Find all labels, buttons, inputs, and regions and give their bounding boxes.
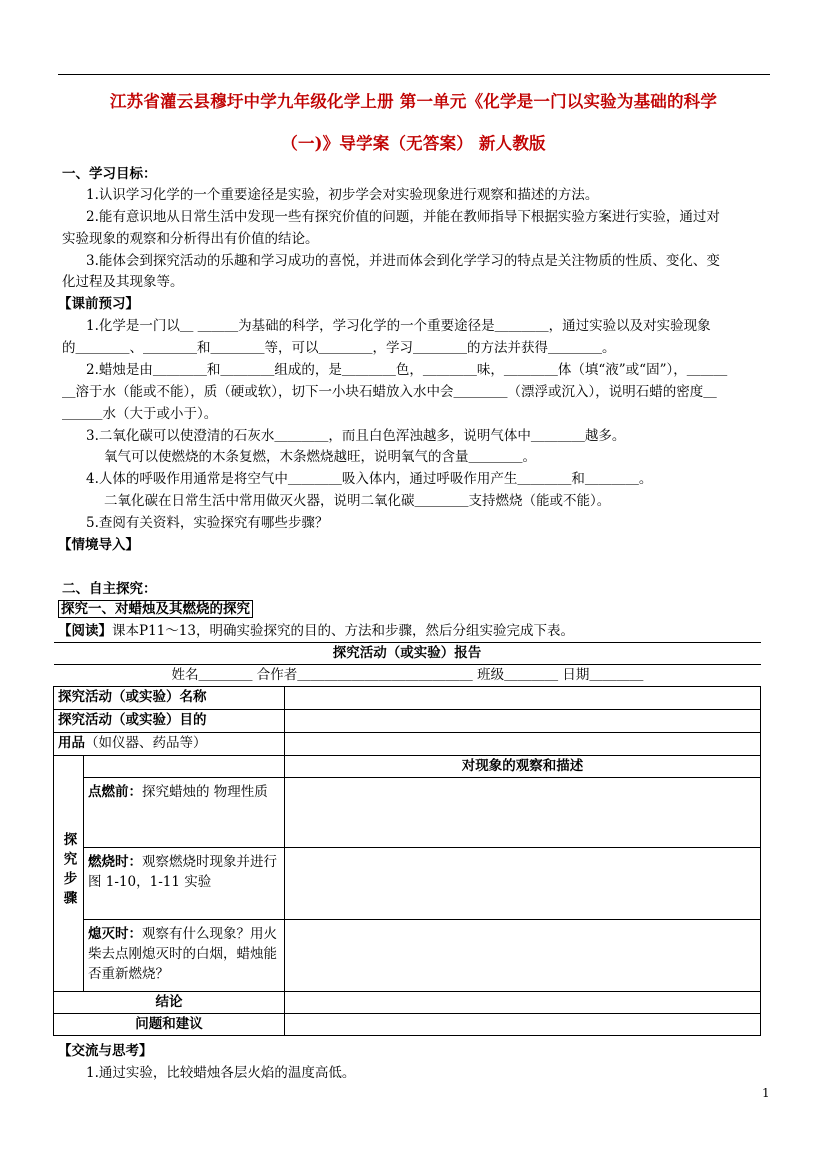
supplies-label-rest: （如仪器、药品等） (85, 735, 207, 751)
step-3-observation[interactable] (285, 920, 761, 992)
step-3-text: 观察有什么现象？用火柴去点刚熄灭时的白烟，蜡烛能否重新燃烧？ (88, 926, 277, 982)
preview-line-6: 3.二氧化碳可以使澄清的石灰水＿＿＿＿，而且白色浑浊越多，说明气体中＿＿＿＿越多。 (86, 428, 626, 444)
steps-label-cell (54, 756, 84, 992)
step-3-bold: 熄灭时： (88, 926, 142, 942)
supplies-label (54, 733, 285, 756)
step-2-text: 观察燃烧时现象并进行图 1-10，1-11 实验 (88, 854, 277, 890)
reading-text: 课本P11～13，明确实验探究的目的、方法和步骤，然后分组实验完成下表。 (112, 623, 574, 639)
activity-purpose-label: 探究活动（或实验）目的 (54, 710, 285, 733)
reading-line (58, 622, 574, 640)
header-rule (58, 74, 770, 75)
title-line-1: 江苏省灌云县穆圩中学九年级化学上册 第一单元《化学是一门以实验为基础的科学 (109, 92, 718, 111)
exchange-line-1: 1.通过实验，比较蜡烛各层火焰的温度高低。 (86, 1065, 356, 1081)
preview-line-7: 氧气可以使燃烧的木条复燃，木条燃烧越旺，说明氧气的含量＿＿＿＿。 (104, 449, 536, 465)
conclusion-cell[interactable] (285, 992, 761, 1014)
inquiry-1-label: 探究一、对蜡烛及其燃烧的探究 (58, 600, 253, 618)
preview-line-5: ＿＿＿水（大于或小于）。 (62, 406, 218, 422)
step-extinguish (84, 920, 285, 992)
conclusion-label: 结论 (54, 992, 285, 1014)
page-number: 1 (762, 1086, 770, 1100)
step-before-ignite (84, 778, 285, 848)
goal-item-3: 3.能体会到探究活动的乐趣和学习成功的喜悦，并进而体会到化学学习的特点是关注物质的性质、变化、变 (86, 253, 720, 269)
goal-item-3-cont: 化过程及其现象等。 (62, 274, 184, 290)
preview-line-3: 2.蜡烛是由＿＿＿＿和＿＿＿＿组成的，是＿＿＿＿色，＿＿＿＿味，＿＿＿＿体（填“液”或“固”），＿＿＿ (86, 362, 728, 378)
step-1-bold: 点燃前： (88, 784, 142, 800)
goal-item-2-cont: 实验现象的观察和分析得出有价值的结论。 (62, 231, 319, 247)
steps-header-blank (84, 756, 285, 778)
step-2-bold: 燃烧时： (88, 854, 142, 870)
step-1-observation[interactable] (285, 778, 761, 848)
activity-name-label: 探究活动（或实验）名称 (54, 687, 285, 710)
activity-name-cell[interactable] (285, 687, 761, 710)
preview-line-2: 的＿＿＿＿、＿＿＿＿和＿＿＿＿等，可以＿＿＿＿，学习＿＿＿＿的方法并获得＿＿＿＿。 (62, 340, 616, 356)
exchange-heading: 【交流与思考】 (58, 1043, 153, 1059)
supplies-label-bold: 用品 (58, 735, 85, 751)
goal-item-1: 1.认识学习化学的一个重要途径是实验，初步学会对实验现象进行观察和描述的方法。 (86, 187, 599, 203)
situation-heading: 【情境导入】 (58, 537, 139, 553)
step-2-observation[interactable] (285, 848, 761, 920)
steps-label: 探究步骤 (60, 831, 77, 910)
step-burning (84, 848, 285, 920)
self-study-heading: 二、自主探究： (62, 581, 157, 597)
preview-line-10: 5.查阅有关资料，实验探究有哪些步骤？ (86, 515, 329, 531)
preview-line-8: 4.人体的呼吸作用通常是将空气中＿＿＿＿吸入体内，通过呼吸作用产生＿＿＿＿和＿＿＿＿。 (86, 471, 653, 487)
preview-line-9: 二氧化碳在日常生活中常用做灭火器，说明二氧化碳＿＿＿＿支持燃烧（能或不能）。 (104, 493, 611, 509)
report-table (53, 642, 761, 1036)
reading-tag: 【阅读】 (58, 623, 112, 639)
goals-heading: 一、学习目标： (62, 166, 157, 182)
report-title: 探究活动（或实验）报告 (54, 643, 761, 665)
supplies-cell[interactable] (285, 733, 761, 756)
preview-line-1: 1.化学是一门以＿ ＿＿＿为基础的科学，学习化学的一个重要途径是＿＿＿＿，通过实验以及对实验现象 (86, 318, 711, 334)
issues-label: 问题和建议 (54, 1014, 285, 1036)
step-1-text: 探究蜡烛的 物理性质 (142, 784, 268, 800)
inquiry-1-title (58, 600, 253, 618)
observe-header: 对现象的观察和描述 (285, 756, 761, 778)
preview-line-4: ＿溶于水（能或不能），质（硬或软），切下一小块石蜡放入水中会＿＿＿＿（漂浮或沉入），说明石蜡的密度＿ (62, 384, 717, 400)
preview-heading: 【课前预习】 (58, 296, 139, 312)
activity-purpose-cell[interactable] (285, 710, 761, 733)
title-line-2: （一)》导学案（无答案） 新人教版 (281, 134, 546, 153)
report-meta: 姓名＿＿＿＿ 合作者＿＿＿＿＿＿＿＿＿＿＿＿＿ 班级＿＿＿＿ 日期＿＿＿＿ (54, 665, 761, 687)
issues-cell[interactable] (285, 1014, 761, 1036)
goal-item-2: 2.能有意识地从日常生活中发现一些有探究价值的问题，并能在教师指导下根据实验方案进行实验，通过对 (86, 209, 720, 225)
